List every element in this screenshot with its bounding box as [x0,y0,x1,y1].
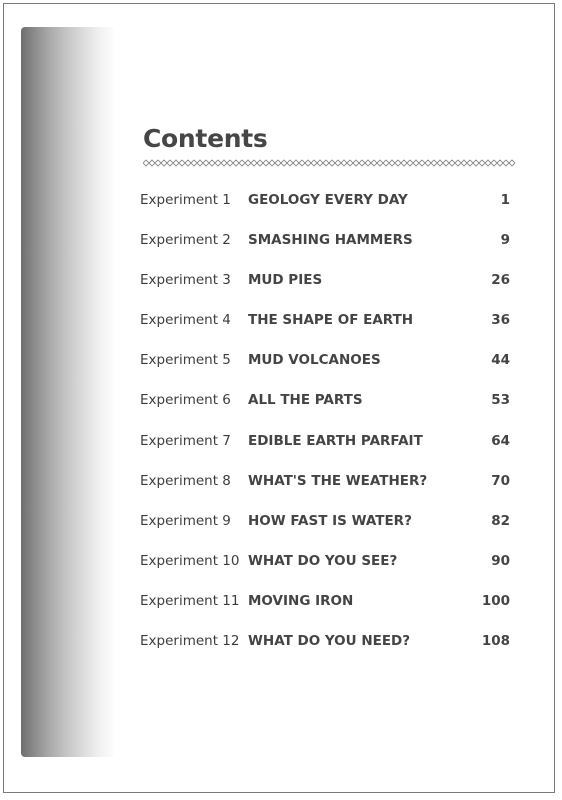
experiment-label: Experiment 4 [140,312,231,329]
toc-row-9[interactable] [140,502,510,542]
experiment-title: WHAT DO YOU NEED? [248,633,411,650]
toc-row-10[interactable] [140,542,510,582]
page-number: 82 [491,512,510,529]
page-number: 1 [500,192,510,208]
toc-row-7[interactable] [140,422,510,462]
page-number: 9 [500,232,510,249]
page-number: 70 [491,472,510,489]
experiment-label: Experiment 10 [140,552,240,569]
toc-row-6[interactable] [140,381,510,421]
experiment-title: ALL THE PARTS [248,392,363,409]
experiment-label: Experiment 3 [140,272,231,289]
toc-row-8[interactable] [140,462,510,502]
experiment-label: Experiment 9 [140,512,231,529]
toc-row-5[interactable] [140,341,510,381]
experiment-label: Experiment 1 [140,192,231,208]
experiment-title: SMASHING HAMMERS [248,232,413,249]
page-number: 90 [491,552,510,569]
experiment-label: Experiment 6 [140,392,231,409]
page-number: 108 [481,633,510,650]
experiment-title: WHAT'S THE WEATHER? [248,472,428,489]
experiment-label: Experiment 12 [140,633,240,650]
experiment-title: MOVING IRON [248,592,354,609]
experiment-label: Experiment 5 [140,352,231,369]
experiment-title: MUD PIES [248,272,323,289]
toc-row-11[interactable] [140,582,510,622]
experiment-title: WHAT DO YOU SEE? [248,552,398,569]
experiment-label: Experiment 11 [140,592,240,609]
binding-shadow [21,27,116,757]
experiment-label: Experiment 2 [140,232,231,249]
zigzag-divider [143,157,517,169]
page-number: 36 [491,312,510,329]
experiment-title: GEOLOGY EVERY DAY [248,192,408,208]
toc-row-1[interactable] [140,181,510,221]
experiment-title: THE SHAPE OF EARTH [248,312,414,329]
page-number: 64 [491,432,510,449]
toc-row-4[interactable] [140,301,510,341]
page-number: 100 [481,592,510,609]
toc-row-3[interactable] [140,261,510,301]
experiment-label: Experiment 7 [140,432,231,449]
page-number: 44 [491,352,510,369]
experiment-title: EDIBLE EARTH PARFAIT [248,432,423,449]
contents-title: Contents [143,124,268,153]
page-number: 53 [491,392,510,409]
page-number: 26 [491,272,510,289]
experiment-label: Experiment 8 [140,472,231,489]
toc-row-2[interactable] [140,221,510,261]
table-of-contents [140,181,510,662]
toc-row-12[interactable] [140,622,510,662]
experiment-title: MUD VOLCANOES [248,352,381,369]
experiment-title: HOW FAST IS WATER? [248,512,412,529]
